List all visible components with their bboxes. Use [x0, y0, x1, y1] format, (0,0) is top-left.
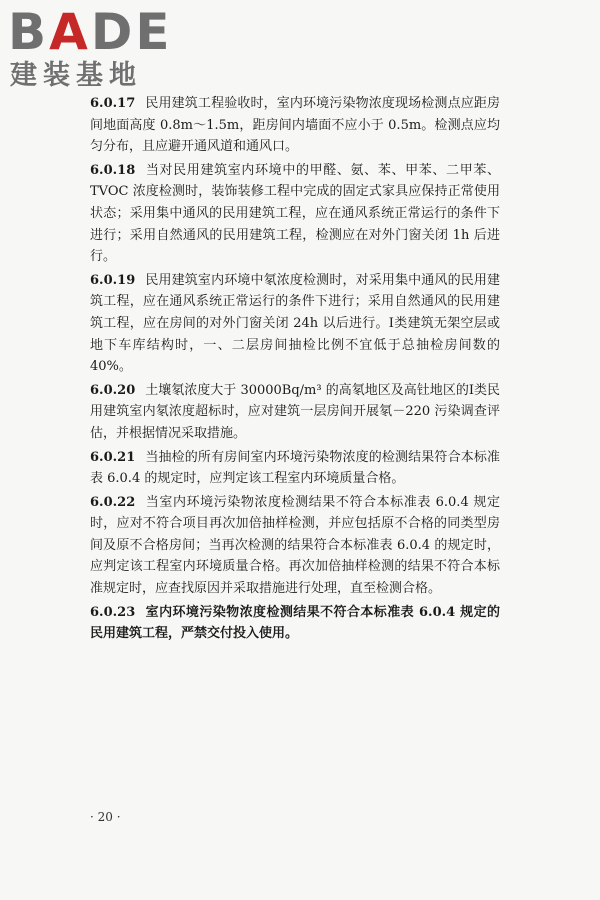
clause-6-0-22 — [90, 492, 500, 600]
clause-number: 6.0.20 — [90, 382, 136, 398]
logo-letter-a: A — [49, 3, 91, 61]
clause-text: 民用建筑室内环境中氡浓度检测时，对采用集中通风的民用建筑工程，应在通风系统正常运行的条件下进行；采用自然通风的民用建筑工程，应在房间的对外门窗关闭 24h 以后进行。Ⅰ类建筑无架空层或地下车库结构时，一、二层房间抽检比例不宜低于总抽检房间数的 40%。 — [90, 272, 500, 375]
clause-number: 6.0.21 — [90, 449, 136, 465]
clause-text: 当对民用建筑室内环境中的甲醛、氨、苯、甲苯、二甲苯、TVOC 浓度检测时，装饰装修工程中完成的固定式家具应保持正常使用状态；采用集中通风的民用建筑工程，应在通风系统正常运行的条件下进行；采用自然通风的民用建筑工程，检测应在对外门窗关闭 1h 后进行。 — [90, 162, 500, 265]
logo-wordmark — [8, 4, 173, 60]
logo-letters-de: DE — [90, 3, 173, 61]
clause-number: 6.0.19 — [90, 272, 136, 288]
document-body — [90, 93, 500, 647]
page-number: · 20 · — [90, 810, 121, 824]
clause-6-0-20 — [90, 380, 500, 445]
clause-text: 室内环境污染物浓度检测结果不符合本标准表 6.0.4 规定的民用建筑工程，严禁交付投入使用。 — [90, 604, 500, 642]
logo-subtitle: 建装基地 — [10, 60, 142, 91]
clause-6-0-21 — [90, 447, 500, 490]
clause-number: 6.0.17 — [90, 96, 136, 111]
clause-text: 当抽检的所有房间室内环境污染物浓度的检测结果符合本标准表 6.0.4 的规定时，应判定该工程室内环境质量合格。 — [90, 449, 500, 487]
logo-letter-b: B — [8, 3, 50, 61]
clause-6-0-18 — [90, 160, 500, 268]
clause-number: 6.0.18 — [90, 162, 136, 178]
clause-text: 土壤氡浓度大于 30000Bq/m³ 的高氡地区及高钍地区的Ⅰ类民用建筑室内氡浓度超标时，应对建筑一层房间开展氡－220 污染调查评估，并根据情况采取措施。 — [90, 382, 500, 441]
clause-number: 6.0.23 — [90, 604, 136, 620]
clause-6-0-23 — [90, 602, 500, 645]
clause-text: 当室内环境污染物浓度检测结果不符合本标准表 6.0.4 规定时，应对不符合项目再次加倍抽样检测，并应包括原不合格的同类型房间及原不合格房间；当再次检测的结果符合本标准表 6.0.4 的规定时，应判定该工程室内环境质量合格。再次加倍抽样检测的结果不符合本标准规定时，应查找原因并采取措施进行处理，直至检测合格。 — [90, 494, 500, 597]
clause-text: 民用建筑工程验收时，室内环境污染物浓度现场检测点应距房间地面高度 0.8m～1.5m，距房间内墙面不应小于 0.5m。检测点应均匀分布，且应避开通风道和通风口。 — [90, 96, 500, 155]
clause-6-0-17 — [90, 93, 500, 158]
clause-number: 6.0.22 — [90, 494, 136, 510]
bade-logo — [8, 4, 178, 94]
clause-6-0-19 — [90, 270, 500, 378]
